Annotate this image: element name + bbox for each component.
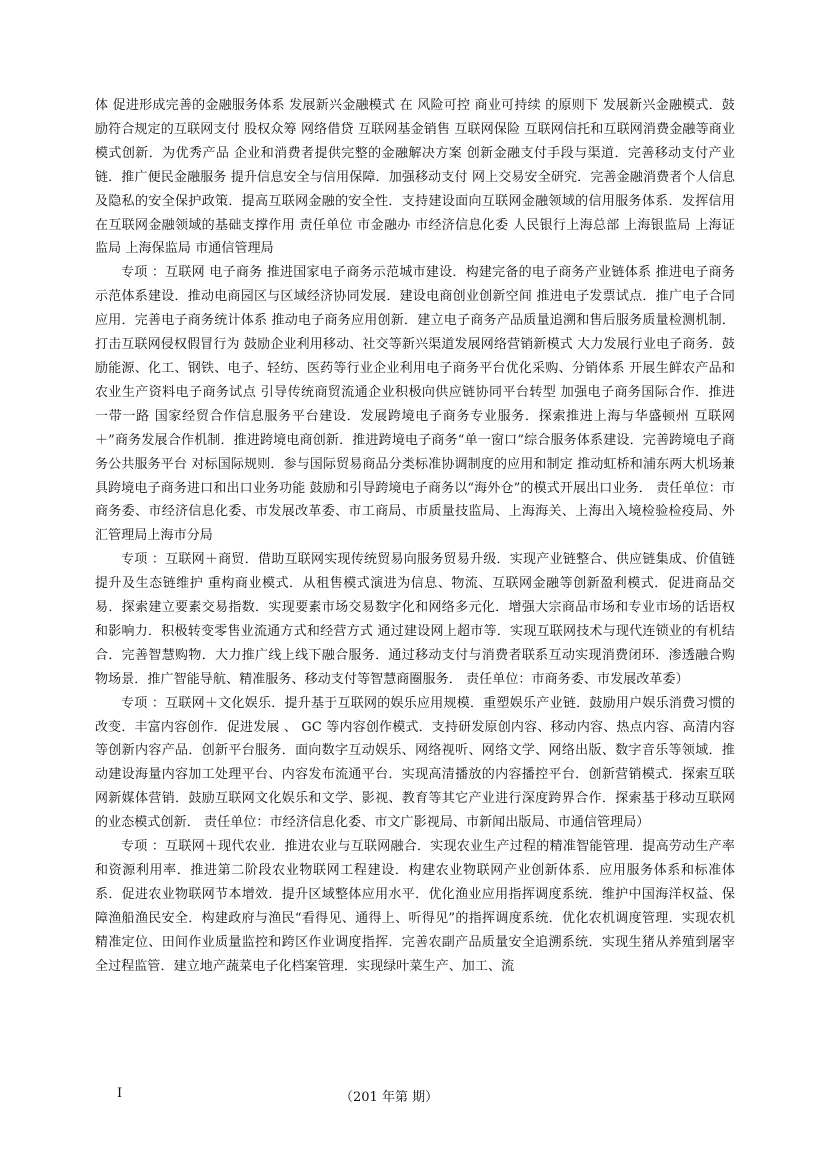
- paragraph-ecommerce: 专项 ：互联网 电子商务 推进国家电子商务示范城市建设．构建完备的电子商务产业链体系 推进电子商务示范体系建设．推动电商园区与区域经济协同发展．建设电商创业创新空间 推进电子发票试点．推广电子合同应用．完善电子商务统计体系 推动电子商务应用创新．建立电子商务产品质量追溯和售后服务质量检测机制．打击互联网侵权假冒行为 鼓励企业利用移动、社交等新兴渠道发展网络营销新模式 大力发展行业电子商务．鼓励能源、化工、钢铁、电子、轻纺、医药等行业企业利用电子商务平台优化采购、分销体系 开展生鲜农产品和农业生产资料电子商务试点 引导传统商贸流通企业积极向供应链协同平台转型 加强电子商务国际合作．推进 一带一路 国家经贸合作信息服务平台建设．发展跨境电子商务专业服务．探索推进上海与华盛顿州 互联网＋”商务发展合作机制．推进跨境电商创新．推进跨境电子商务“单一窗口”综合服务体系建设．完善跨境电子商务公共服务平台 对标国际规则．参与国际贸易商品分类标准协调制度的应用和制定 推动虹桥和浦东两大机场兼具跨境电子商务进口和出口业务功能 鼓励和引导跨境电子商务以“海外仓”的模式开展出口业务． 责任单位：市商务委、市经济信息化委、市发展改革委、市工商局、市质量技监局、上海海关、上海出入境检验检疫局、外汇管理局上海市分局: [95, 265, 735, 544]
- issue-label: （201 年第 期）: [340, 1090, 439, 1105]
- paragraph-finance: 体 促进形成完善的金融服务体系 发展新兴金融模式 在 风险可控 商业可持续 的原则下 发展新兴金融模式．鼓励符合规定的互联网支付 股权众筹 网络借贷 互联网基金销售 互联网保险 互联网信托和互联网消费金融等商业模式创新．为优秀产品 企业和消费者提供完整的金融解决方案 创新金融支付手段与渠道．完善移动支付产业链．推广便民金融服务 提升信息安全与信用保障．加强移动支付 网上交易安全研究．完善金融消费者个人信息及隐私的安全保护政策．提高互联网金融的安全性．支持建设面向互联网金融领域的信用服务体系．发挥信用在互联网金融领域的基础支撑作用 责任单位 市金融办 市经济信息化委 人民银行上海总部 上海银监局 上海证监局 上海保监局 市通信管理局: [95, 98, 735, 257]
- paragraph-modern-agriculture: 专项 ：互联网＋现代农业．推进农业与互联网融合．实现农业生产过程的精准智能管理．提高劳动生产率和资源利用率．推进第二阶段农业物联网工程建设．构建农业物联网产业创新体系．应用服务体系和标准体系．促进农业物联网节本增效．提升区域整体应用水平．优化渔业应用指挥调度系统．维护中国海洋权益、保障渔船渔民安全．构建政府与渔民“看得见、通得上、听得见”的指挥调度系统．优化农机调度管理．实现农机精准定位、田间作业质量监控和跨区作业调度指挥．完善农副产品质量安全追溯系统．实现生猪从养殖到屠宰全过程监管．建立地产蔬菜电子化档案管理．实现绿叶菜生产、加工、流: [95, 839, 735, 974]
- page-number: I: [117, 1086, 123, 1101]
- page-footer: [0, 1086, 827, 1106]
- paragraph-culture-entertainment: 专项 ：互联网＋文化娱乐．提升基于互联网的娱乐应用规模．重塑娱乐产业链．鼓励用户娱乐消费习惯的改变．丰富内容创作．促进发展 、 GC 等内容创作模式．支持研发原创内容、移动内容、热点内容、高清内容等创新内容产品．创新平台服务．面向数字互动娱乐、网络视听、网络文学、网络出版、数字音乐等领域．推动建设海量内容加工处理平台、内容发布流通平台．实现高清播放的内容播控平台．创新营销模式．探索互联网新媒体营销．鼓励互联网文化娱乐和文学、影视、教育等其它产业进行深度跨界合作．探索基于移动互联网的业态模式创新． 责任单位：市经济信息化委、市文广影视局、市新闻出版局、市通信管理局）: [95, 695, 735, 831]
- document-body: [95, 94, 735, 979]
- paragraph-commerce-trade: 专项 ：互联网＋商贸．借助互联网实现传统贸易向服务贸易升级．实现产业链整合、供应链集成、价值链提升及生态链维护 重构商业模式．从租售模式演进为信息、物流、互联网金融等创新盈利模式．促进商品交易．探索建立要素交易指数．实现要素市场交易数字化和网络多元化．增强大宗商品市场和专业市场的话语权和影响力．积极转变零售业流通方式和经营方式 通过建设网上超市等．实现互联网技术与现代连锁业的有机结合．完善智慧购物．大力推广线上线下融合服务．通过移动支付与消费者联系互动实现消费闭环．渗透融合购物场景．推广智能导航、精准服务、移动支付等智慧商圈服务． 责任单位：市商务委、市发展改革委）: [95, 552, 735, 687]
